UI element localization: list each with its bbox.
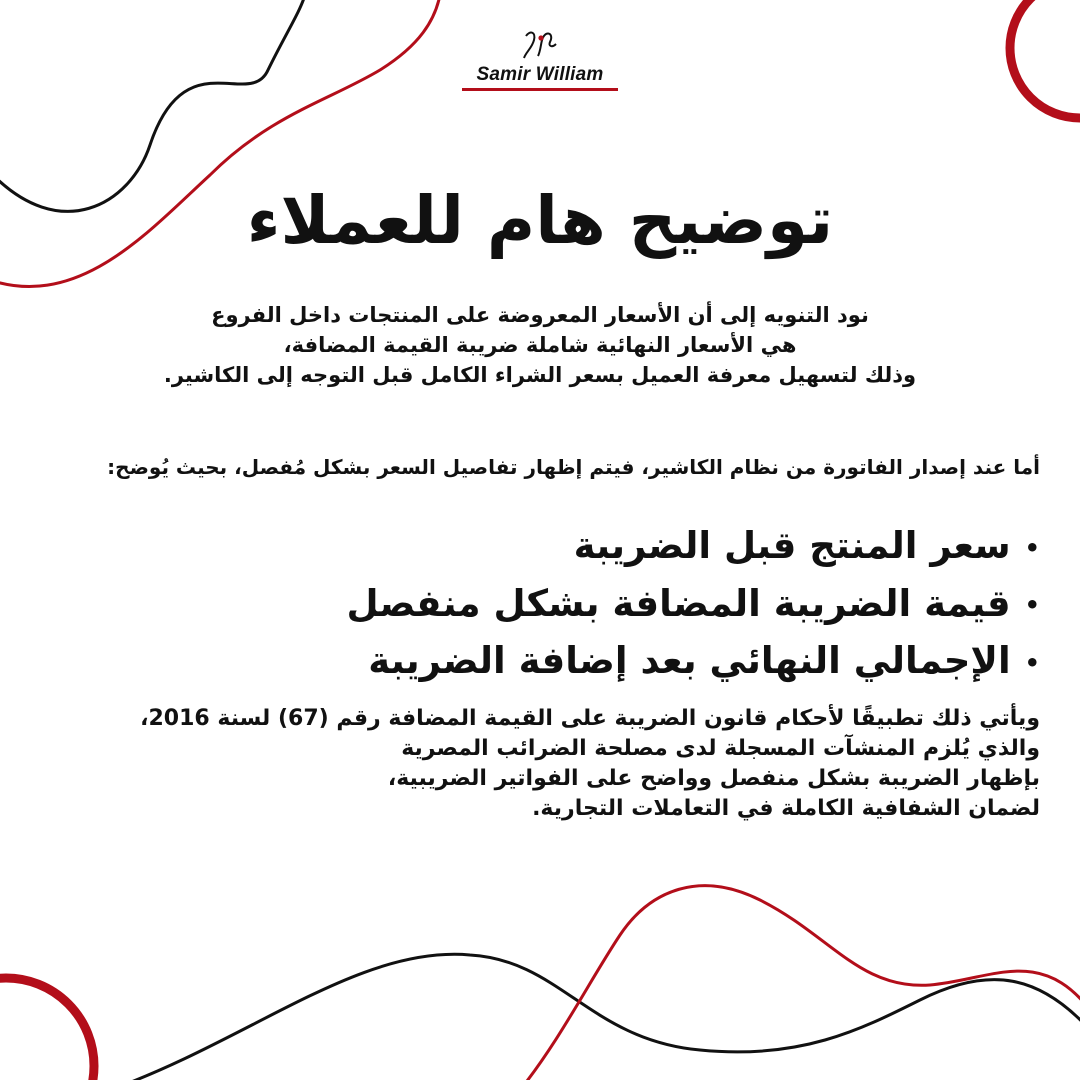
intro-paragraph	[110, 300, 970, 390]
bullet-icon: •	[1024, 648, 1040, 677]
list-item	[250, 633, 1040, 691]
brand-underline	[462, 88, 618, 91]
ring-red-bottom-left	[0, 978, 94, 1080]
intro-line: نود التنويه إلى أن الأسعار المعروضة على المنتجات داخل الفروع	[211, 303, 869, 327]
invoice-lead-text: أما عند إصدار الفاتورة من نظام الكاشير، فيتم إظهار تفاصيل السعر بشكل مُفصل، بحيث يُوضح:	[107, 455, 1040, 479]
page-title: توضيح هام للعملاء	[246, 182, 834, 259]
list-item	[250, 518, 1040, 576]
closing-line: بإظهار الضريبة بشكل منفصل وواضح على الفواتير الضريبية،	[387, 766, 1040, 791]
ring-red-top-right	[1010, 0, 1080, 118]
wave-red-bottom	[520, 886, 1080, 1080]
logo-emblem-icon	[520, 26, 560, 62]
invoice-details-list	[250, 518, 1040, 691]
list-item-label: قيمة الضريبة المضافة بشكل منفصل	[346, 581, 1011, 625]
intro-line: هي الأسعار النهائية شاملة ضريبة القيمة المضافة،	[283, 333, 797, 357]
intro-line: وذلك لتسهيل معرفة العميل بسعر الشراء الكامل قبل التوجه إلى الكاشير.	[163, 363, 917, 387]
brand-logo	[462, 26, 618, 100]
bullet-icon: •	[1024, 533, 1040, 562]
list-item	[250, 576, 1040, 634]
closing-line: لضمان الشفافية الكاملة في التعاملات التجارية.	[532, 796, 1040, 821]
closing-line: والذي يُلزم المنشآت المسجلة لدى مصلحة الضرائب المصرية	[401, 736, 1040, 761]
brand-name: Samir William	[476, 64, 604, 85]
list-item-label: سعر المنتج قبل الضريبة	[573, 524, 1011, 567]
legal-note-paragraph	[40, 704, 1040, 824]
list-item-label: الإجمالي النهائي بعد إضافة الضريبة	[368, 639, 1011, 682]
wave-black-top	[0, 0, 305, 211]
closing-line: ويأتي ذلك تطبيقًا لأحكام قانون الضريبة على القيمة المضافة رقم (67) لسنة 2016،	[140, 706, 1040, 731]
bullet-icon: •	[1024, 591, 1040, 619]
